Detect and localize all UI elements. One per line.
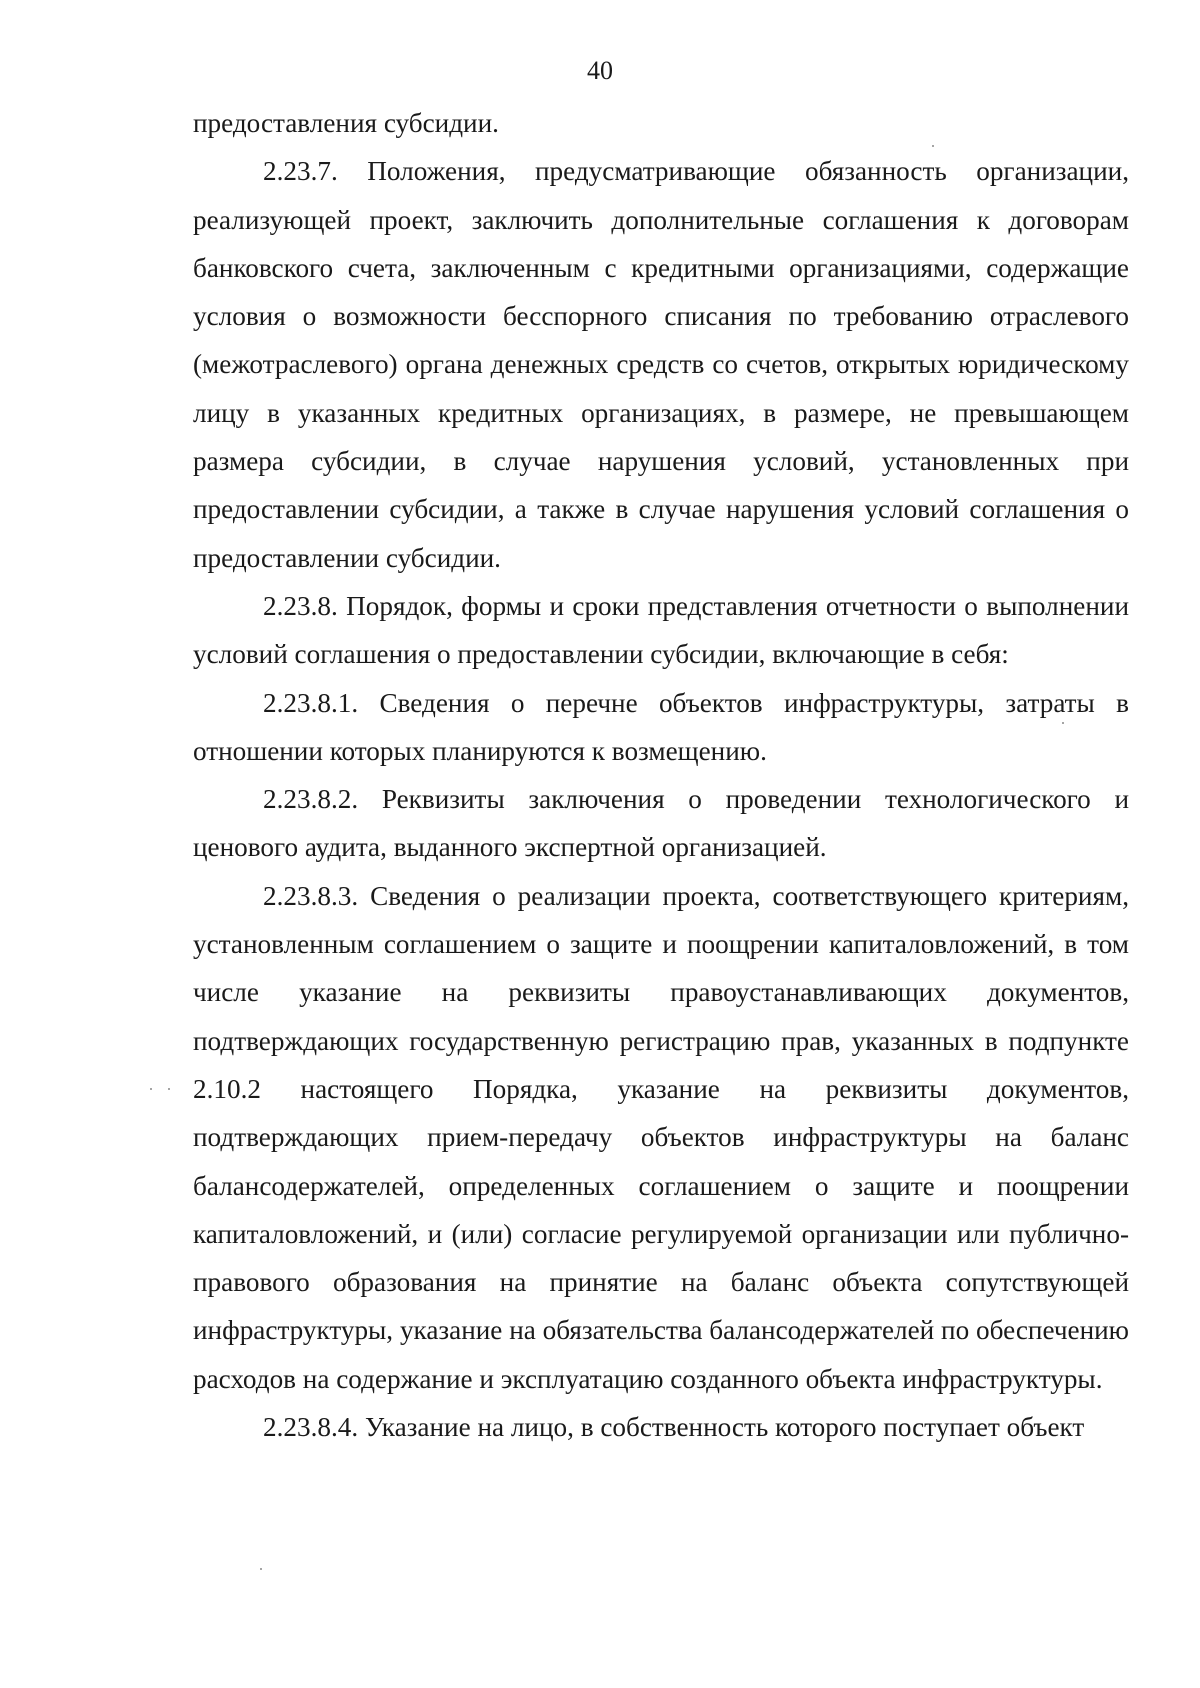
scan-speck (1062, 722, 1064, 724)
page-number: 40 (587, 56, 613, 85)
scan-speck (932, 145, 934, 147)
paragraph-2-23-7: 2.23.7. Положения, предусматривающие обязанность организации, реализующей проект, заключить дополнительные соглашения к договорам банковского счета, заключенным с кредитными организациями, содержащие условия о возможности бесспорного списания по требованию отраслевого (межотраслевого) органа денежных средств со счетов, открытых юридическому лицу в указанных кредитных организациях, в размере, не превышающем размера субсидии, в случае нарушения условий, установленных при предоставлении субсидии, а также в случае нарушения условий соглашения о предоставлении субсидии. (193, 156, 1129, 573)
paragraph-2-23-8-3: 2.23.8.3. Сведения о реализации проекта, соответствующего критериям, установленным соглашением о защите и поощрении капиталовложений, в том числе указание на реквизиты правоустанавливающих документов, подтверждающих государственную регистрацию прав, указанных в подпункте 2.10.2 настоящего Порядка, указание на реквизиты документов, подтверждающих прием-передачу объектов инфраструктуры на баланс балансодержателей, определенных соглашением о защите и поощрении капиталовложений, и (или) согласие регулируемой организации или публично-правового образования на принятие на баланс объекта сопутствующей инфраструктуры, указание на обязательства балансодержателей по обеспечению расходов на содержание и эксплуатацию созданного объекта инфраструктуры. (193, 880, 1129, 1394)
document-body (193, 99, 1129, 1451)
scan-speck (260, 1568, 262, 1570)
paragraph-2-23-8: 2.23.8. Порядок, формы и сроки представления отчетности о выполнении условий соглашения о предоставлении субсидии, включающие в себя: (193, 590, 1129, 670)
paragraph-2-23-8-2: 2.23.8.2. Реквизиты заключения о проведении технологического и ценового аудита, выданного экспертной организацией. (193, 784, 1129, 863)
paragraph-continuation: предоставления субсидии. (193, 108, 499, 138)
paragraph-2-23-8-4: 2.23.8.4. Указание на лицо, в собственность которого поступает объект (263, 1412, 1085, 1443)
scan-speck (168, 1088, 170, 1090)
paragraph-2-23-8-1: 2.23.8.1. Сведения о перечне объектов инфраструктуры, затраты в отношении которых планируются к возмещению. (193, 687, 1129, 766)
scan-speck (150, 1088, 152, 1090)
